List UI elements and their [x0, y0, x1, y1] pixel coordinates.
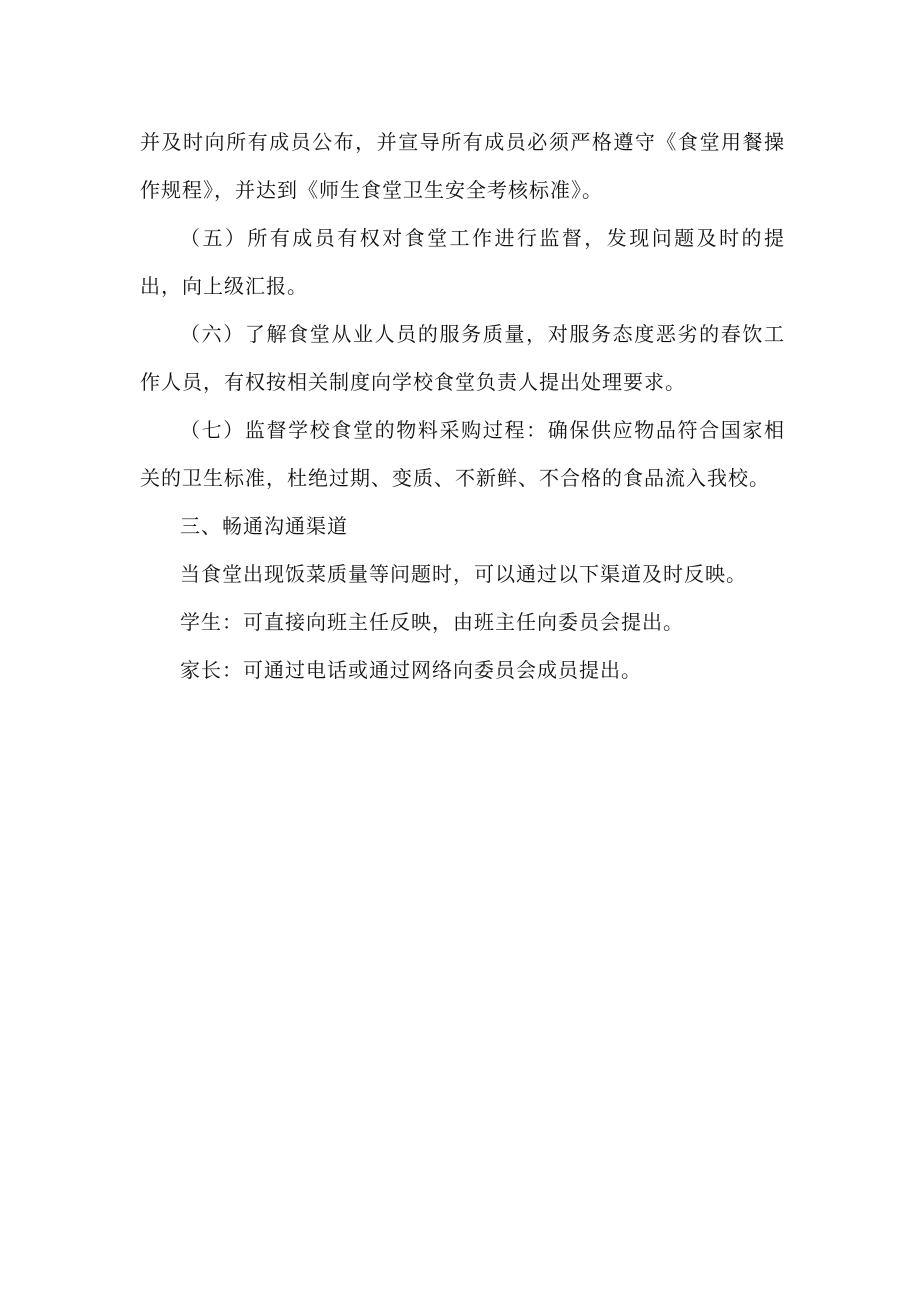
paragraph-item-five: （五）所有成员有权对食堂工作进行监督，发现问题及时的提出，向上级汇报。 — [140, 226, 785, 298]
paragraph-item-six: （六）了解食堂从业人员的服务质量，对服务态度恶劣的春饮工作人员，有权按相关制度向学校食堂负责人提出处理要求。 — [140, 322, 785, 394]
section-heading-three: 三、畅通沟通渠道 — [180, 514, 348, 538]
document-body — [140, 118, 785, 694]
paragraph-channels-intro: 当食堂出现饭菜质量等问题时，可以通过以下渠道及时反映。 — [180, 562, 747, 586]
paragraph-item-seven: （七）监督学校食堂的物料采购过程：确保供应物品符合国家相关的卫生标准，杜绝过期、变质、不新鲜、不合格的食品流入我校。 — [140, 418, 785, 490]
paragraph-continuation: 并及时向所有成员公布，并宣导所有成员必须严格遵守《食堂用餐操作规程》，并达到《师生食堂卫生安全考核标准》。 — [140, 130, 785, 202]
paragraph-students: 学生：可直接向班主任反映，由班主任向委员会提出。 — [180, 610, 684, 634]
paragraph-parents: 家长：可通过电话或通过网络向委员会成员提出。 — [180, 658, 642, 682]
